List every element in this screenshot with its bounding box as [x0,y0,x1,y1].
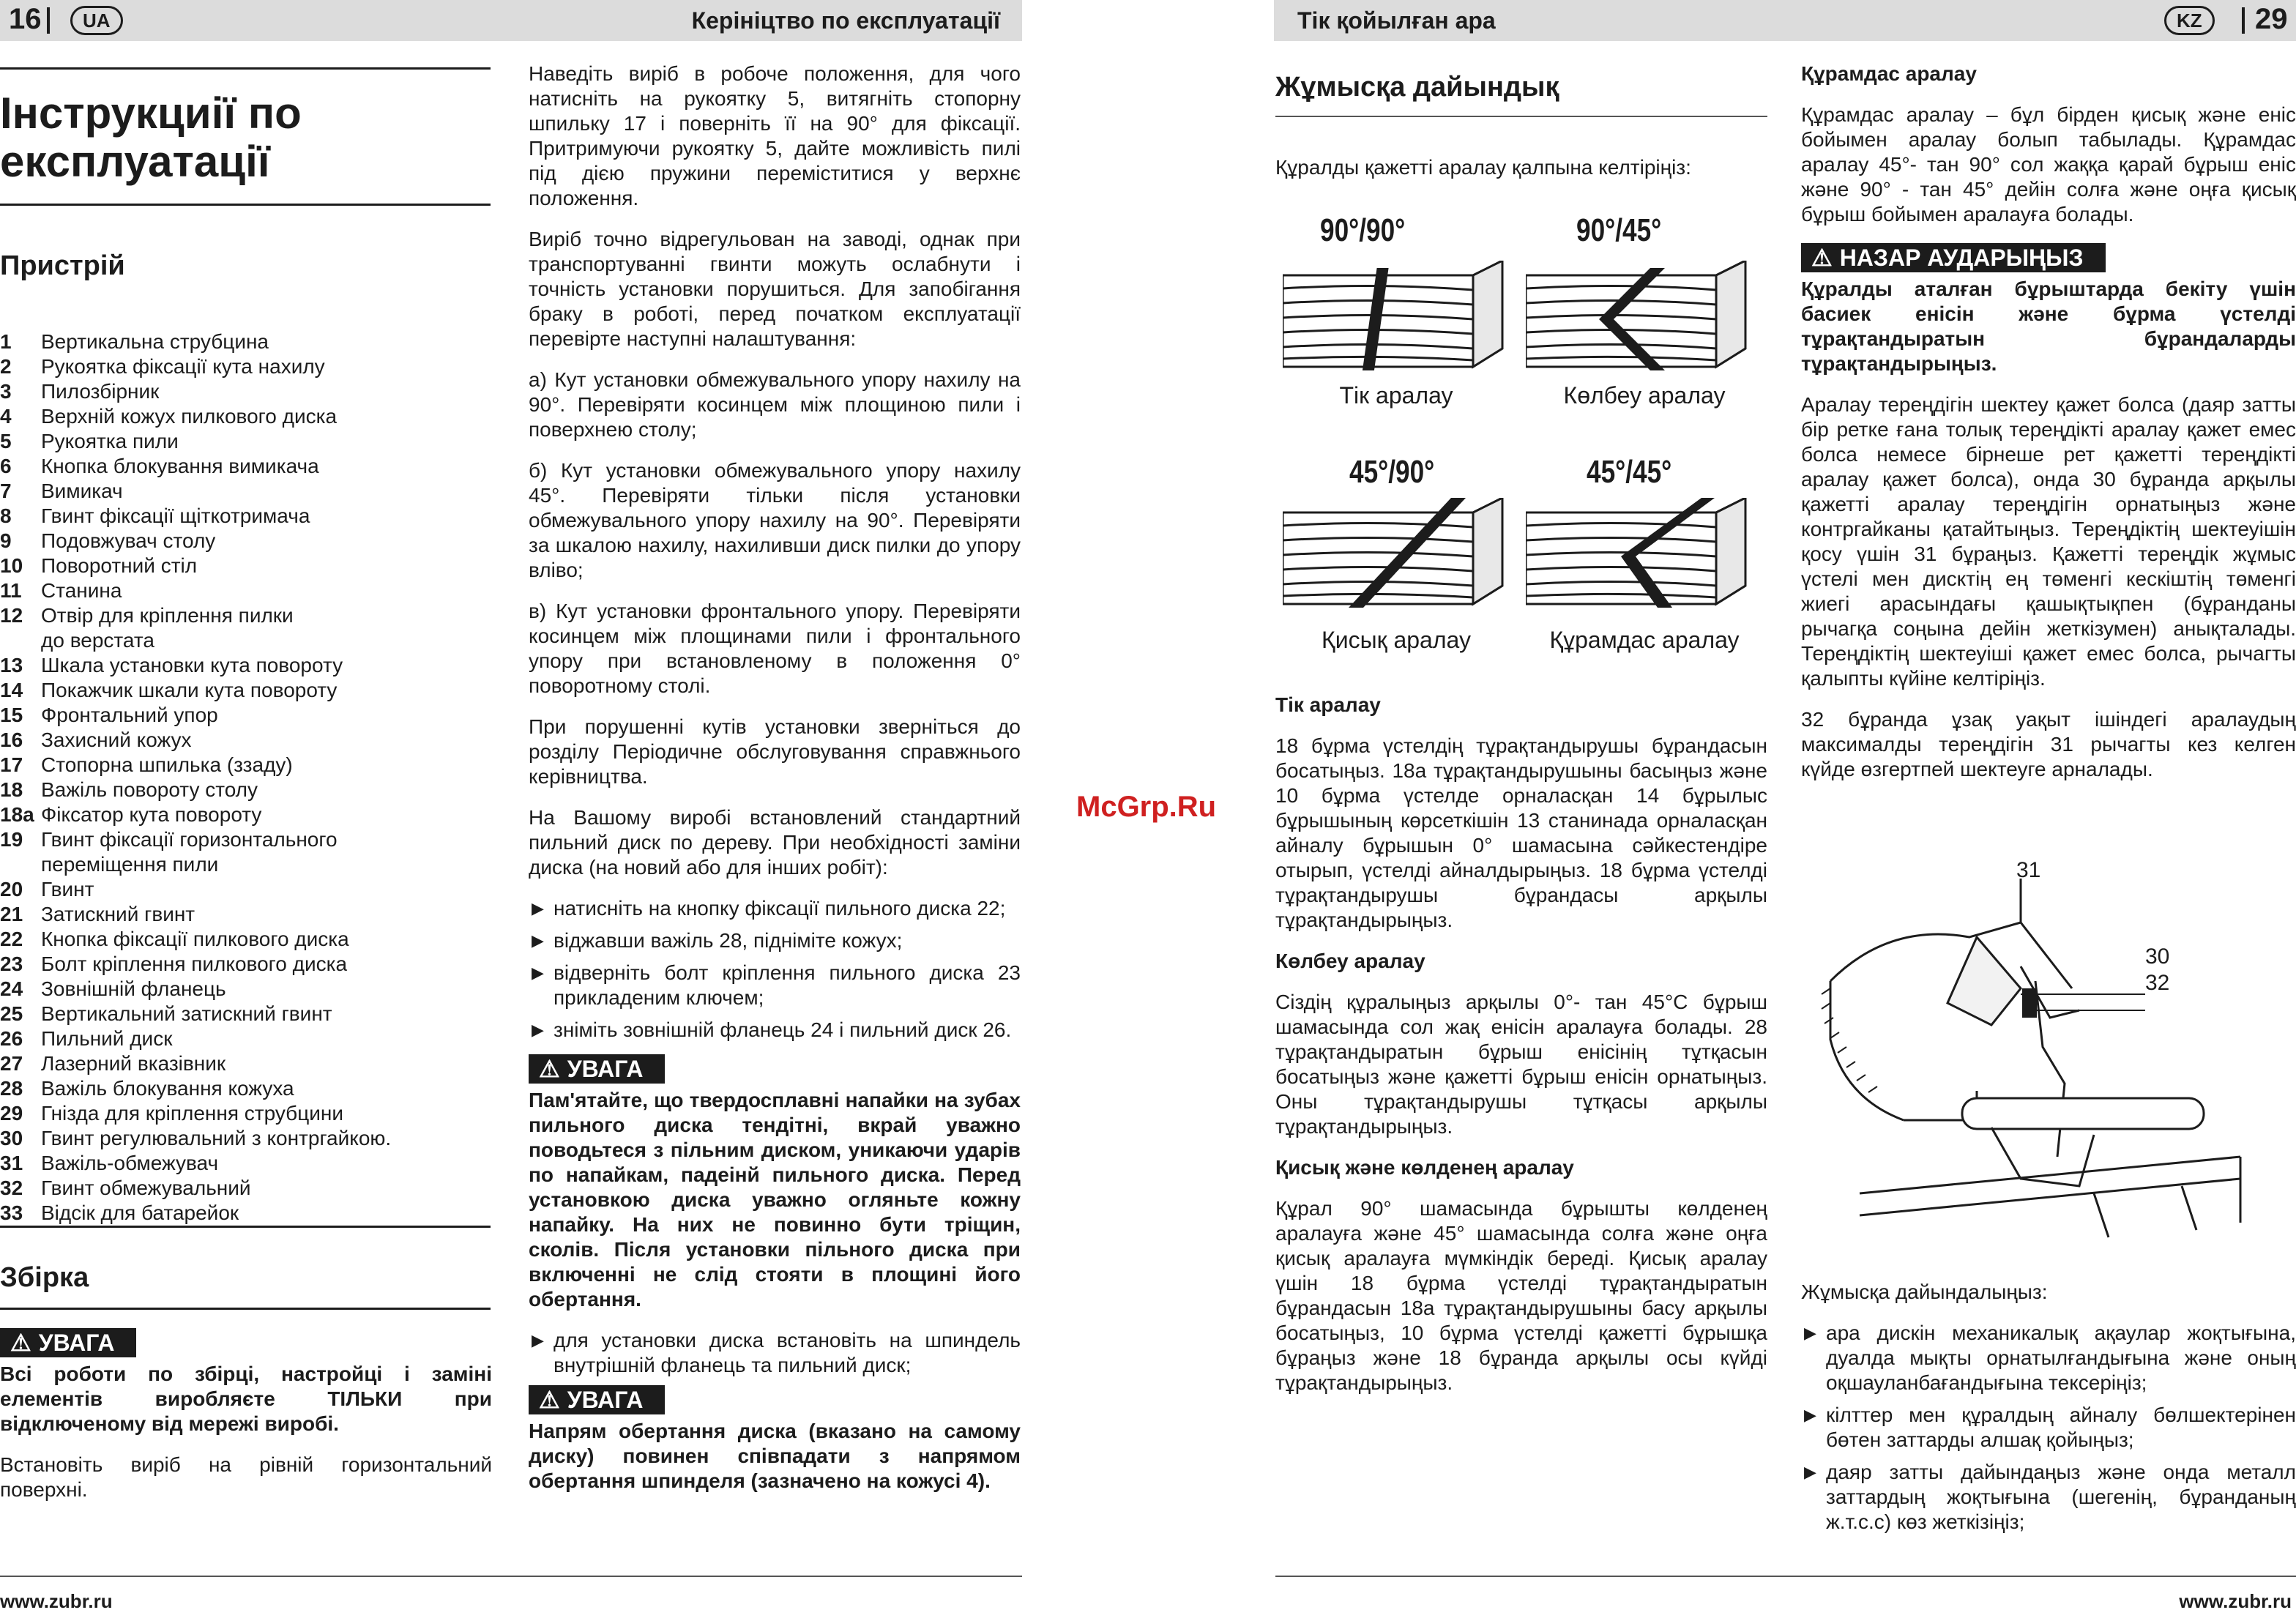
attention-badge: ⚠ НАЗАР АУДАРЫҢЫЗ [1801,243,2106,272]
arrow-bullet-icon: ▶ [532,899,544,917]
part-label: Гвинт фіксації горизонтального [41,828,338,851]
part-number: 5 [0,430,12,452]
list-item [0,653,491,678]
list-item [0,1002,491,1026]
rotation-warning-text: Напрям обертання диска (вказано на самому диску) повинен співпадати з напрямом обертання шпинделя (зазначено на кожусі 4). [529,1420,1021,1492]
part-number: 16 [0,728,23,751]
blade-change-list [529,896,1021,1043]
arrow-bullet-icon: ▶ [532,1331,544,1349]
part-label: Гвинт обмежувальний [41,1177,251,1199]
warning-badge: ⚠ УВАГА [529,1385,665,1414]
list-item [0,1076,491,1101]
list-item [0,379,491,404]
lang-badge-ua: UA [70,6,123,35]
part-label: Гвинт [41,878,94,901]
part-number: 7 [0,480,12,502]
saw-depth-illustration [1801,849,2296,1245]
part-label: Важіль-обмежувач [41,1152,219,1174]
device-heading: Пристрій [0,250,125,281]
lang-badge-kz: KZ [2164,6,2215,35]
bevel-cut-text: Сіздің құралыңыз арқылы 0°- тан 45°С бұрыш шамасында сол жақ енісін аралауға болады. 28 тұрақтандыратын бұрыш енісінің тұтқасын босатыңыз және қажетті бұрыш енісін орнатыңыз. Оны тұрақтандырушы тұтқасы арқылы тұрақтандырыңыз. [1275,991,1767,1138]
part-number: 20 [0,878,23,901]
compound-cut-text: Құрамдас аралау – бұл бірден қисық және еніс бойымен аралау болып табылады. Құрамдас аралау 45°- тан 90° сол жаққа қарай бұрыш еніс және 90° - тан 45° дейін солға және оңға қисық бұрыш бойымен аралауға болады. [1801,103,2296,225]
part-number: 14 [0,679,23,701]
part-label: переміщення пили [41,853,219,876]
left-footer-url: www.zubr.ru [0,1590,113,1612]
wood-compound-cut-icon [1526,498,1760,615]
cut-diagrams [1275,205,1767,666]
list-item [0,628,491,653]
bevel-cut-title: Көлбеу аралау [1275,950,1425,972]
list-item [0,1126,491,1151]
part-label: Вертикальна струбцина [41,330,269,353]
part-label: Покажчик шкали кута повороту [41,679,338,701]
list-item [0,504,491,529]
part-label: Рукоятка фіксації кута нахилу [41,355,325,378]
part-label: до верстата [41,629,154,652]
part-label: Отвір для кріплення пилки [41,604,294,627]
assembly-warning-text: Всі роботи по збірці, настройці і заміні елементів виробляєте ТІЛЬКИ при відключеному від мережі виробі. [0,1362,492,1435]
arrow-bullet-icon: ▶ [1804,1406,1816,1424]
wood-bevel-cut-icon [1526,261,1760,378]
list-item [0,354,491,379]
left-col2 [529,61,1021,1510]
part-label: Пилозбірник [41,380,160,403]
list-item [0,877,491,902]
list-item [0,902,491,927]
arrow-bullet-icon: ▶ [532,963,544,982]
col2-p7: На Вашому виробі встановлений стандартний пильний диск по дереву. При необхідності заміни диска (на новий або для інших робіт): [529,806,1021,879]
part-number: 9 [0,529,12,552]
part-number [0,852,41,877]
part-number: 23 [0,952,23,975]
part-number: 3 [0,380,12,403]
right-header-title: Тік қойылған ара [1297,7,1496,34]
blade-warning-text: Пам'ятайте, що твердосплавні напайки на зубах пильного диска тендітні, вкрай уважно поводьтеся з пільним диском, уникаючи ударів по напайкам, падеінй пильного диска. Перед установкою диска уважно огляньте кожну напайку. На них не повинно бути тріщин, сколів. Після установки пільного диска при включенні не слід стояти в площині його обертання. [529,1089,1021,1311]
part-number: 10 [0,554,23,577]
arrow-bullet-icon: ▶ [532,1021,544,1039]
straight-cut-text: 18 бұрма үстелдің тұрақтандырушы бұрандасын босатыңыз. 18a тұрақтандырушыны басыңыз және 10 бұрма үстелде орналасқан 14 бұрылыс бұрышының көрсеткішін 13 станинада орналасқан айналу бұрышын 0° шамасына сәйкестендіре отырып, үстелді айналдырыңыз. 18 бұрма үстелді тұрақтандырушы бұрандасы арқылы тұрақтандырыңыз. [1275,734,1767,931]
col2-p5: в) Кут установки фронтального упору. Перевіряти косинцем між площинами пили і фронтального упору при встановленому в положення 0° поворотному столі. [529,600,1021,697]
part-number: 1 [0,330,12,353]
list-item [0,578,491,603]
part-number: 6 [0,455,12,477]
warning-badge: ⚠ УВАГА [0,1328,136,1357]
straight-cut-title: Тік аралау [1275,693,1381,716]
compound-cut-title: Құрамдас аралау [1801,62,1977,85]
cut-angle-label: 90°/45° [1576,212,1662,248]
list-item: ▶ кілттер мен құралдың айналу бөлшектерінен бөтен заттарды алшақ қойыңыз; [1804,1403,2296,1451]
part-label: Важіль блокування кожуха [41,1077,294,1100]
right-col2 [1801,61,2296,798]
part-label: Зовнішній фланець [41,977,226,1000]
part-number: 18a [0,803,34,826]
part-label: Захисний кожух [41,728,192,751]
list-item [0,1201,491,1226]
install-list [529,1328,1021,1378]
part-number: 19 [0,828,23,851]
list-item: ▶ для установки диска встановіть на шпиндель внутрішній фланець та пильний диск; [532,1329,1021,1376]
part-label: Гвинт фіксації щіткотримача [41,504,310,527]
part-label: Фронтальний упор [41,704,218,726]
list-item [0,479,491,504]
part-number: 15 [0,704,23,726]
left-footer-rule [0,1576,1022,1577]
list-item: ▶ відверніть болт кріплення пильного диска 23 прикладеним ключем; [532,961,1021,1009]
list-item: ▶ ара дискін механикалық ақаулар жоқтығына, дуалда мықты орнатылғандығына және оның оқшауланбағандығына тексеріңіз; [1804,1321,2296,1394]
wood-straight-cut-icon [1283,261,1517,378]
list-item [0,753,491,778]
part-label: Гнізда для кріплення струбцини [41,1102,343,1125]
prep-section [1801,1280,2296,1542]
left-header-divider [47,7,50,34]
list-item [0,778,491,802]
part-label: Подовжувач столу [41,529,216,552]
col2-p2: Виріб точно відрегульован на заводі, однак при транспортуванні гвинти можуть ослабнути і точність установки порушиться. Для запобігання браку в роботі, перед початком експлуатації перевірте наступні налаштування: [529,228,1021,350]
attention-text: Құралды аталған бұрыштарда бекіту үшін басиек енісін және бұрма үстелді тұрақтандыратын бұрандаларды тұрақтандырыңыз. [1801,277,2296,375]
list-item [0,553,491,578]
title-rule [0,67,491,70]
part-label: Вимикач [41,480,123,502]
prep-intro-text: Жұмысқа дайындалыңыз: [1801,1280,2048,1303]
warning-icon: ⚠ [539,1387,560,1413]
part-number: 13 [0,654,23,676]
part-label: Рукоятка пили [41,430,179,452]
part-number: 18 [0,778,23,801]
part-number: 22 [0,928,23,950]
miter-cut-title: Қисық және көлденең аралау [1275,1156,1574,1179]
cut-angle-label: 45°/90° [1349,454,1435,490]
list-item [0,678,491,703]
miter-cut-text: Құрал 90° шамасында бұрышты көлденең аралауға және 45° шамасында солға және оңға қисық аралауға мүмкіндік береді. Қисық аралау үшін 18 бұрма үстелді тұрақтандыратын бұрандасын 18a тұрақтандырушыны басу арқылы босатыңыз, 10 бұрма үстелді қажетті бұрышқа бұраңыз және 18 бұранда арқылы осы күйді тұрақтандырыңыз. [1275,1197,1767,1394]
part-label: Важіль повороту столу [41,778,258,801]
prep-intro: Құралды қажетті аралау қалпына келтіріңіз: [1275,156,1691,179]
warning-icon: ⚠ [10,1330,31,1356]
part-label: Пильний диск [41,1027,173,1050]
right-header-divider [2242,7,2245,34]
cut-label: Тік аралау [1339,382,1453,409]
list-item [0,529,491,553]
list-item [0,454,491,479]
part-number: 25 [0,1002,23,1025]
list-item [0,1101,491,1126]
col2-p6: При порушенні кутів установки зверніться до розділу Періодичне обслуговування справжнього керівництва. [529,715,1021,788]
part-label: Шкала установки кута повороту [41,654,343,676]
wood-miter-cut-icon [1283,498,1517,615]
callout-30: 30 [2145,944,2170,969]
list-item [0,703,491,728]
list-item [0,1151,491,1176]
part-number: 11 [0,579,22,602]
part-number: 29 [0,1102,23,1125]
miter-saw-icon [1801,879,2255,1245]
part-number [0,628,41,653]
cut-angle-label: 45°/45° [1587,454,1672,490]
right-page-number: 29 [2255,3,2288,35]
part-number: 17 [0,753,23,776]
list-item [0,952,491,977]
part-label: Стопорна шпилька (ззаду) [41,753,293,776]
list-item [0,852,491,877]
part-number: 26 [0,1027,23,1050]
list-item [0,802,491,827]
prep-heading: Жұмысқа дайындық [1275,72,1559,102]
part-label: Фіксатор кута повороту [41,803,262,826]
part-label: Станина [41,579,122,602]
prep-heading-rule [1275,116,1767,117]
list-item [0,603,491,628]
arrow-bullet-icon: ▶ [532,931,544,950]
part-label: Верхній кожух пилкового диска [41,405,338,428]
part-label: Кнопка фіксації пилкового диска [41,928,349,950]
part-number: 30 [0,1127,23,1149]
callout-31: 31 [2016,858,2041,882]
warning-badge: ⚠ УВАГА [529,1054,665,1084]
list-item [0,1051,491,1076]
list-item [0,977,491,1002]
list-item [0,1176,491,1201]
list-item [0,404,491,429]
main-title: Інструкциії по експлуатації [0,89,302,186]
warning-icon: ⚠ [539,1056,560,1082]
watermark: McGrp.Ru [1076,791,1217,823]
list-item [0,1026,491,1051]
right-col1 [1275,693,1767,1412]
list-item [0,728,491,753]
part-label: Лазерний вказівник [41,1052,226,1075]
part-number: 2 [0,355,12,378]
part-label: Кнопка блокування вимикача [41,455,319,477]
part-number: 27 [0,1052,23,1075]
list-item [0,927,491,952]
assembly-block [0,1328,492,1518]
part-number: 24 [0,977,23,1000]
part-label: Гвинт регулювальний з контргайкою. [41,1127,392,1149]
part-number: 31 [0,1152,23,1174]
arrow-bullet-icon: ▶ [1804,1324,1816,1342]
part-number: 33 [0,1201,23,1224]
depth-limit-text: 32 бұранда ұзақ уақыт ішіндегі аралаудың максималды тереңдігін 31 рычагты кез келген күйде өзгертпей шектеуге арналады. [1801,708,2296,780]
part-number: 12 [0,604,23,627]
left-header-title: Керініцтво по експлуатації [691,7,1000,34]
col2-p3: а) Кут установки обмежувального упору нахилу на 90°. Перевіряти косинцем між площиною пили і поверхнею столу; [529,368,1021,441]
device-rule [0,204,491,206]
col2-p1: Наведіть виріб в робоче положення, для чого натисніть на рукоятку 5, витягніть стопорну шпильку 17 і поверніть її на 90° для фіксації. Притримуючи рукоятку 5, дайте можливість пилі під дією пружини переміститися у верхнє положення. [529,62,1021,209]
callout-32: 32 [2145,971,2170,995]
cut-label: Көлбеу аралау [1563,382,1726,409]
part-label: Відсік для батарейок [41,1201,239,1224]
assembly-rule-top [0,1226,491,1228]
part-number: 4 [0,405,12,428]
list-item: ▶ натисніть на кнопку фіксації пильного диска 22; [532,897,1006,920]
depth-text: Аралау тереңдігін шектеу қажет болса (даяр затты бір ретке ғана толық тереңдікті аралау қажет емес болса немесе бірнеше рет қажетті тереңдікті аралау қажет болса), онда 30 бұранда арқылы қажетті аралау тереңдігін орнатыңыз және контргайканы қатайтыңыз. Тереңдіктің шектеуішін қосу үшін 31 бұраңыз. Қажетті тереңдік жұмыс үстелі мен дисктің ең төменгі кескіштің төменгі жиегі арасындағы қашықтықпен (бұранданы рычагқа соңына дейін жеткізумен) анықталады. Тереңдіктің шектеуіші қажет емес болса, рычагты қалыпты күйіне келтіріңіз. [1801,393,2296,690]
left-page-number: 16 [9,3,42,35]
cut-label: Қисық аралау [1322,627,1471,653]
part-number: 21 [0,903,23,925]
list-item [0,429,491,454]
list-item: ▶ зніміть зовнішній фланець 24 і пильний диск 26. [532,1018,1012,1041]
right-footer-url: www.zubr.ru [2179,1590,2292,1612]
assembly-heading: Збірка [0,1262,89,1293]
cut-angle-label: 90°/90° [1320,212,1406,248]
right-header [1274,0,2296,41]
arrow-bullet-icon: ▶ [1804,1463,1816,1481]
part-label: Вертикальний затискний гвинт [41,1002,332,1025]
part-label: Затискний гвинт [41,903,195,925]
parts-list [0,329,491,1226]
right-footer-rule [1275,1576,2296,1577]
assembly-rule [0,1308,491,1310]
list-item [0,827,491,852]
part-label: Болт кріплення пилкового диска [41,952,348,975]
prep-list [1801,1321,2296,1535]
warning-icon: ⚠ [1811,245,1833,271]
part-number: 8 [0,504,12,527]
part-number: 28 [0,1077,23,1100]
part-label: Поворотний стіл [41,554,198,577]
list-item: ▶ даяр затты дайындаңыз және онда металл заттардың жоқтығына (шегенің, бұранданың ж.т.с.с) көз жеткізіңіз; [1804,1461,2296,1533]
col2-p4: б) Кут установки обмежувального упору нахилу 45°. Перевіряти тільки після установки обмежувального упору нахилу на 90°. Перевіряти за шкалою нахилу, нахиливши диск пилки до упору вліво; [529,459,1021,581]
part-number: 32 [0,1177,23,1199]
list-item [0,329,491,354]
assembly-text: Встановіть виріб на рівній горизонтальний поверхні. [0,1453,492,1501]
left-header [0,0,1022,41]
cut-label: Құрамдас аралау [1549,627,1740,653]
list-item: ▶ віджавши важіль 28, підніміте кожух; [532,929,903,952]
